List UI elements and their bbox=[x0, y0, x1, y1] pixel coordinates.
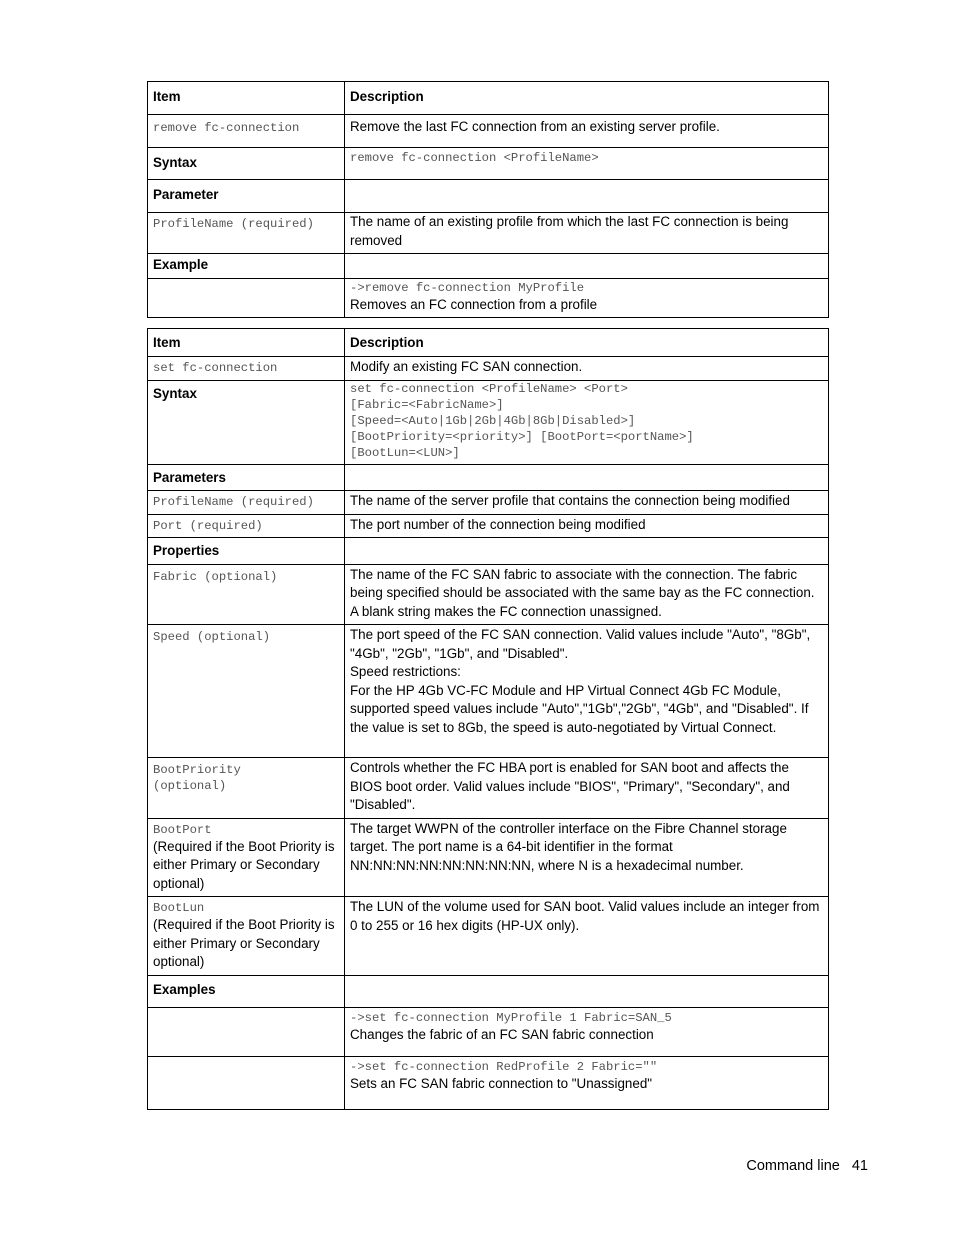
command-name: set fc-connection bbox=[148, 357, 345, 381]
example1-content bbox=[345, 1007, 829, 1056]
param-profilename: ProfileName (required) bbox=[148, 213, 345, 254]
bootlun-name: BootLun bbox=[153, 901, 205, 915]
syntax-label: Syntax bbox=[148, 380, 345, 464]
example1-empty bbox=[148, 1007, 345, 1056]
speed-line: The port speed of the FC SAN connection. Valid values include "Auto", "8Gb", "4Gb", "2Gb", "1Gb", and "Disabled". bbox=[350, 627, 811, 661]
examples-label: Examples bbox=[148, 975, 345, 1007]
syntax-value: remove fc-connection <ProfileName> bbox=[345, 148, 829, 180]
example-command: ->remove fc-connection MyProfile bbox=[350, 280, 585, 295]
param-port: Port (required) bbox=[148, 514, 345, 538]
properties-empty bbox=[345, 538, 829, 565]
param-profilename: ProfileName (required) bbox=[148, 491, 345, 515]
description-header: Description bbox=[345, 329, 829, 357]
example2-description: Sets an FC SAN fabric connection to "Unassigned" bbox=[350, 1075, 653, 1091]
parameter-empty bbox=[345, 180, 829, 213]
example1-command: ->set fc-connection MyProfile 1 Fabric=SAN_5 bbox=[350, 1010, 672, 1025]
bootport-note: (Required if the Boot Priority is either Primary or Secondary optional) bbox=[153, 838, 335, 891]
syntax-line: [Fabric=<FabricName>] bbox=[350, 397, 504, 412]
example-empty bbox=[148, 278, 345, 318]
syntax-line: set fc-connection <ProfileName> <Port> bbox=[350, 381, 628, 396]
bootpriority-qualifier: (optional) bbox=[153, 779, 227, 793]
prop-bootpriority bbox=[148, 758, 345, 819]
footer-section: Command line bbox=[746, 1158, 840, 1174]
speed-line: Speed restrictions: bbox=[350, 664, 461, 679]
syntax-line: [BootPriority=<priority>] [BootPort=<portName>] bbox=[350, 429, 694, 444]
command-description: Remove the last FC connection from an existing server profile. bbox=[345, 115, 829, 148]
prop-speed: Speed (optional) bbox=[148, 625, 345, 758]
syntax-line: [BootLun=<LUN>] bbox=[350, 445, 460, 460]
example2-empty bbox=[148, 1056, 345, 1109]
set-fc-connection-table bbox=[147, 328, 829, 1110]
prop-bootport bbox=[148, 818, 345, 897]
item-header: Item bbox=[148, 82, 345, 115]
prop-bootport-description: The target WWPN of the controller interface on the Fibre Channel storage target. The port name is a 64-bit identifier in the format NN:NN:NN:NN:NN:NN:NN:NN, where N is a hexadecimal number. bbox=[345, 818, 829, 897]
example-description: Removes an FC connection from a profile bbox=[350, 296, 598, 312]
example2-content bbox=[345, 1056, 829, 1109]
prop-fabric-description: The name of the FC SAN fabric to associate with the connection. The fabric being specified should be associated with the same bay as the FC connection. A blank string makes the FC connection unassigned. bbox=[345, 564, 829, 625]
example-label-empty bbox=[345, 254, 829, 279]
prop-bootpriority-description: Controls whether the FC HBA port is enabled for SAN boot and affects the BIOS boot order. Valid values include "BIOS", "Primary", "Secondary", and "Disabled". bbox=[345, 758, 829, 819]
syntax-value bbox=[345, 380, 829, 464]
page-footer bbox=[734, 1158, 868, 1174]
bootlun-note: (Required if the Boot Priority is either Primary or Secondary optional) bbox=[153, 917, 335, 969]
prop-speed-description bbox=[345, 625, 829, 758]
page-number: 41 bbox=[851, 1158, 868, 1174]
remove-fc-connection-table bbox=[147, 81, 829, 318]
param-profilename-description: The name of an existing profile from which the last FC connection is being removed bbox=[345, 213, 829, 254]
bootpriority-name: BootPriority bbox=[153, 763, 241, 777]
properties-label: Properties bbox=[148, 538, 345, 565]
syntax-label: Syntax bbox=[148, 148, 345, 180]
description-header: Description bbox=[345, 82, 829, 115]
speed-line: For the HP 4Gb VC-FC Module and HP Virtual Connect 4Gb FC Module, supported speed values include "Auto","1Gb","2Gb", "4Gb", and "Disabled". If the value is set to 8Gb, the speed is auto-negotiated by Virtual Connect. bbox=[350, 682, 809, 735]
param-profilename-description: The name of the server profile that contains the connection being modified bbox=[345, 491, 829, 515]
param-port-description: The port number of the connection being modified bbox=[345, 514, 829, 538]
example-label: Example bbox=[148, 254, 345, 279]
bootport-name: BootPort bbox=[153, 822, 212, 837]
parameters-empty bbox=[345, 464, 829, 491]
examples-empty bbox=[345, 975, 829, 1007]
parameters-label: Parameters bbox=[148, 464, 345, 491]
syntax-line: [Speed=<Auto|1Gb|2Gb|4Gb|8Gb|Disabled>] bbox=[350, 413, 636, 428]
example2-command: ->set fc-connection RedProfile 2 Fabric="" bbox=[350, 1059, 658, 1074]
item-header: Item bbox=[148, 329, 345, 357]
prop-bootlun-description: The LUN of the volume used for SAN boot. Valid values include an integer from 0 to 255 or 16 hex digits (HP-UX only). bbox=[345, 897, 829, 976]
command-name: remove fc-connection bbox=[148, 115, 345, 148]
parameter-label: Parameter bbox=[148, 180, 345, 213]
command-description: Modify an existing FC SAN connection. bbox=[345, 357, 829, 381]
example1-description: Changes the fabric of an FC SAN fabric connection bbox=[350, 1026, 654, 1042]
example-content bbox=[345, 278, 829, 318]
prop-fabric: Fabric (optional) bbox=[148, 564, 345, 625]
prop-bootlun bbox=[148, 897, 345, 976]
